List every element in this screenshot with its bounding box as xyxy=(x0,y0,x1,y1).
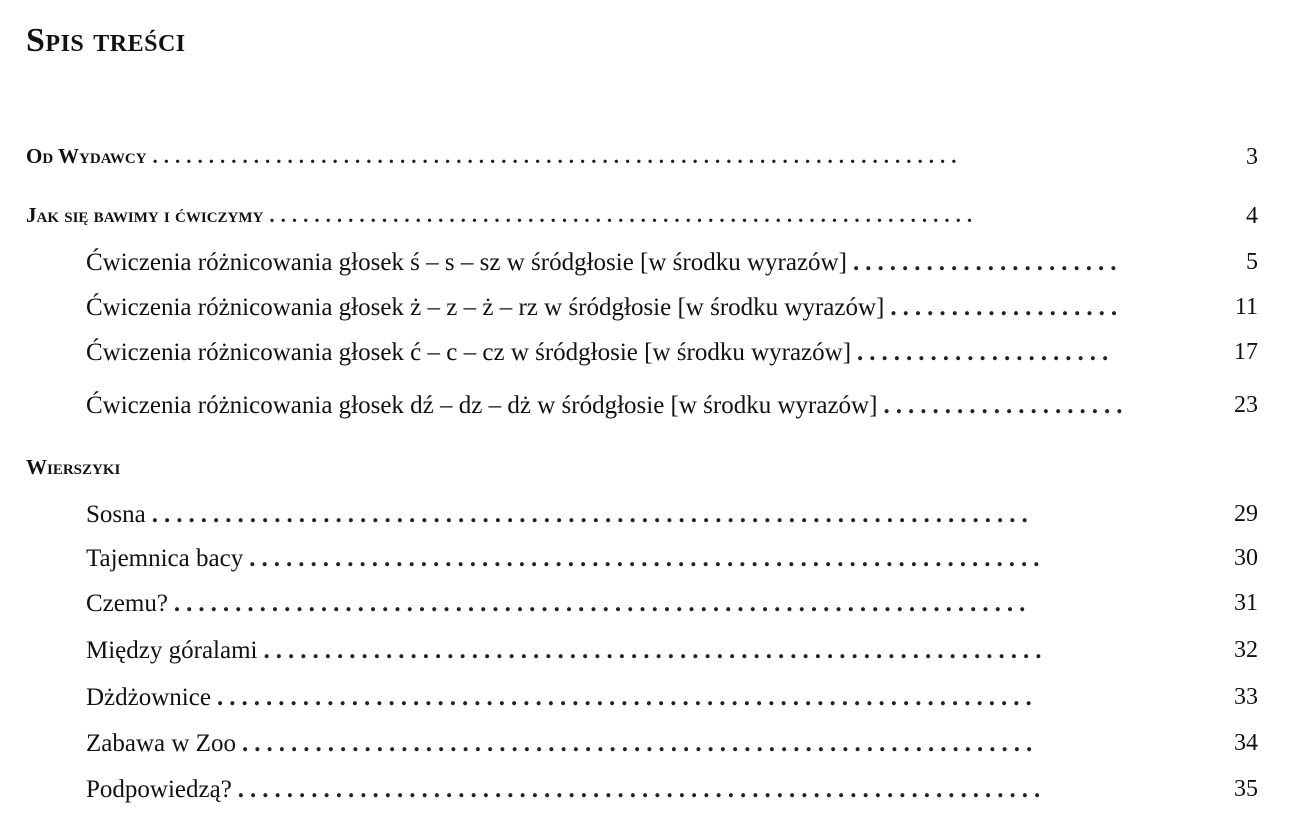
dot-leader: ................................................................ xyxy=(263,637,1048,664)
toc-entry-poem xyxy=(86,684,1258,712)
dot-leader: ................... xyxy=(890,294,1124,321)
toc-entry-poem xyxy=(86,590,1258,618)
toc-section-wierszyki xyxy=(26,455,1258,480)
toc-entry-page: 4 xyxy=(1246,203,1258,229)
toc-entry-page: 31 xyxy=(1234,590,1258,616)
toc-entry-jak-sie-bawimy xyxy=(26,203,1258,228)
dot-leader: ............................................................... xyxy=(269,203,979,227)
toc-entry-label: Czemu? xyxy=(86,590,168,617)
toc-entry-page: 35 xyxy=(1234,776,1258,802)
toc-entry-exercise xyxy=(86,294,1258,322)
dot-leader: ...................... xyxy=(852,249,1123,276)
toc-entry-page: 30 xyxy=(1234,545,1258,571)
toc-entry-exercise xyxy=(86,339,1258,367)
toc-entry-od-wydawcy xyxy=(26,144,1258,169)
toc-entry-page: 11 xyxy=(1234,294,1258,320)
toc-entry-page: 3 xyxy=(1246,144,1258,170)
toc-entry-exercise xyxy=(86,392,1258,420)
toc-entry-poem xyxy=(86,730,1258,758)
dot-leader: ................................................................. xyxy=(249,545,1046,572)
toc-entry-label: Podpowiedzą? xyxy=(86,776,232,803)
dot-leader: .................................................................. xyxy=(237,776,1047,803)
toc-entry-page: 29 xyxy=(1234,501,1258,527)
toc-section-heading: Wierszyki xyxy=(26,455,121,479)
toc-entry-page: 32 xyxy=(1234,637,1258,663)
toc-entry-label: Ćwiczenia różnicowania głosek ć – c – cz w śródgłosie [w środku wyrazów] xyxy=(86,339,852,366)
dot-leader: ...................................................................... xyxy=(173,590,1032,617)
dot-leader: ................................................................. xyxy=(241,730,1039,757)
toc-entry-label: Od Wydawcy xyxy=(26,144,147,168)
toc-entry-poem xyxy=(86,776,1258,804)
toc-entry-label: Ćwiczenia różnicowania głosek dź – dz – dż w śródgłosie [w środku wyrazów] xyxy=(86,392,878,419)
toc-entry-page: 5 xyxy=(1246,249,1258,275)
toc-entry-poem xyxy=(86,637,1258,665)
toc-entry-label: Między góralami xyxy=(86,637,258,664)
toc-entry-page: 17 xyxy=(1234,339,1258,365)
dot-leader: ........................................................................ xyxy=(151,501,1034,528)
toc-entry-poem xyxy=(86,501,1258,529)
toc-entry-label: Tajemnica bacy xyxy=(86,545,244,572)
dot-leader: ................................................................... xyxy=(216,684,1038,711)
toc-entry-label: Ćwiczenia różnicowania głosek ś – s – sz w śródgłosie [w środku wyrazów] xyxy=(86,249,847,276)
toc-entry-page: 34 xyxy=(1234,730,1258,756)
dot-leader: ..................... xyxy=(857,339,1115,366)
dot-leader: .................... xyxy=(883,392,1129,419)
toc-entry-label: Zabawa w Zoo xyxy=(86,730,236,757)
toc-entry-label: Jak się bawimy i ćwiczymy xyxy=(26,203,264,227)
toc-entry-page: 23 xyxy=(1234,392,1258,418)
page-title: Spis treści xyxy=(26,22,186,59)
toc-entry-exercise xyxy=(86,249,1258,277)
toc-entry-page: 33 xyxy=(1234,684,1258,710)
toc-entry-poem xyxy=(86,545,1258,573)
dot-leader: ........................................................................ xyxy=(152,144,963,168)
toc-entry-label: Sosna xyxy=(86,501,146,528)
toc-entry-label: Ćwiczenia różnicowania głosek ż – z – ż – rz w śródgłosie [w środku wyrazów] xyxy=(86,294,885,321)
toc-entry-label: Dżdżownice xyxy=(86,684,211,711)
